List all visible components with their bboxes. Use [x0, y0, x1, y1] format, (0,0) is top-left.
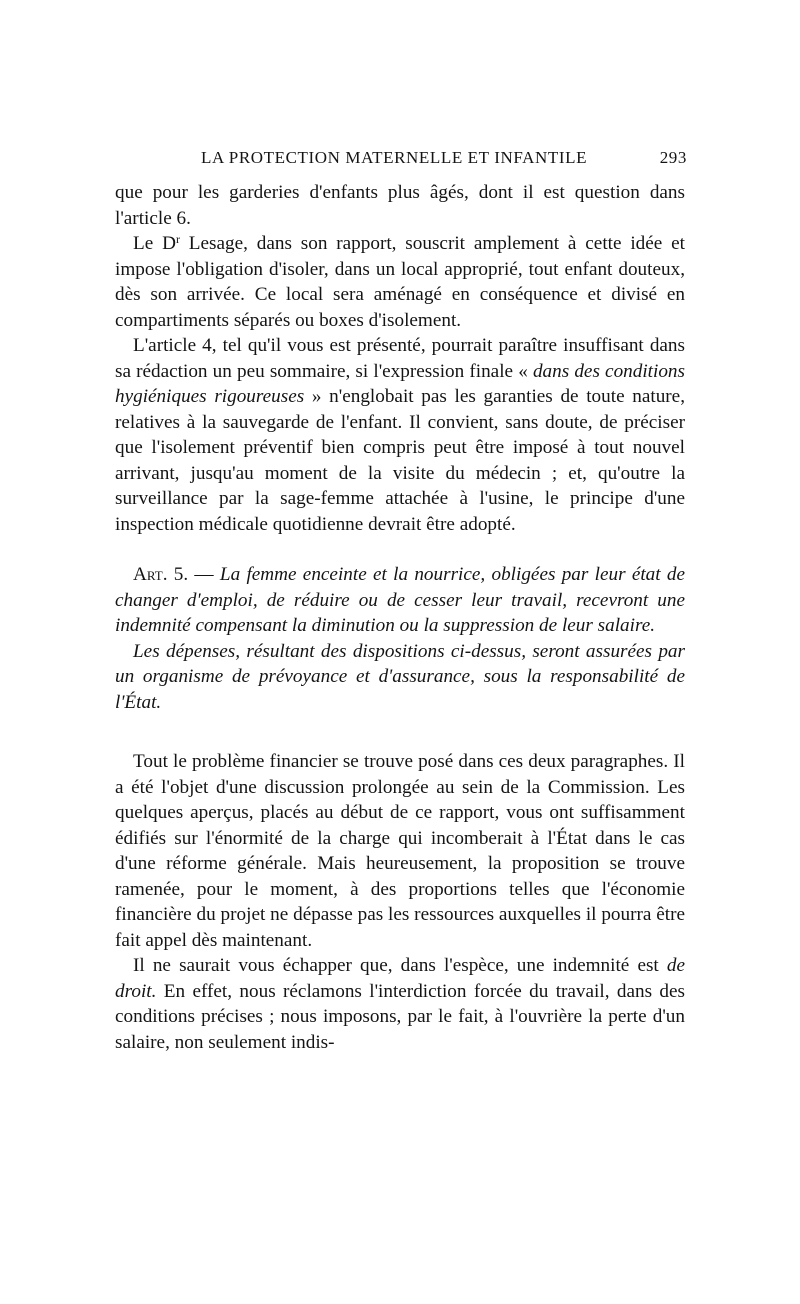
article-5-text-1: La femme enceinte et la nourrice, obligées par leur état de changer d'emploi, de réduire ou de cesser leur travail, recevront une indemnité compensant la diminution ou la suppression de leur salaire.: [115, 564, 685, 636]
article-dash: —: [188, 564, 220, 585]
article-5-paragraph-2: Les dépenses, résultant des dispositions ci-dessus, seront assurées par un organisme de prévoyance et d'assurance, sous la responsabilité de l'État.: [115, 640, 685, 713]
page-number: 293: [659, 148, 687, 167]
commentary-block: [115, 749, 685, 1055]
paragraph-indemnity: [115, 953, 685, 1055]
article-label: Art. 5.: [133, 564, 189, 585]
quoted-expression: dans des conditions hygiéniques rigoureuses: [115, 360, 685, 407]
article-5-block: [115, 562, 685, 715]
paragraph-financial-problem: Tout le problème financier se trouve posé dans ces deux paragraphes. Il a été l'objet d'une discussion prolongée au sein de la Commission. Les quelques aperçus, placés au début de ce rapport, vous ont suffisamment édifiés sur l'énormité de la charge qui incomberait à l'État dans le cas d'une réforme générale. Mais heureusement, la proposition se trouve ramenée, pour le moment, à des proportions telles que l'économie financière du projet ne dépasse pas les ressources auxquelles il pourra être fait appel dès maintenant.: [115, 751, 685, 951]
book-page: [115, 140, 685, 1055]
paragraph-indemnity-part-b: En effet, nous réclamons l'interdiction forcée du travail, dans des conditions précises ; nous imposons, par le fait, à l'ouvrière la perte d'un salaire, non seulement indis-: [115, 980, 685, 1053]
paragraph-indemnity-part-a: Il ne saurait vous échapper que, dans l'espèce, une indemnité est: [133, 955, 667, 976]
paragraph-article-4-part-b: » n'englobait pas les garanties de toute nature, relatives à la sauvegarde de l'enfant. Il convient, sans doute, de préciser que l'isolement préventif bien compris peut être imposé à tout nouvel arrivant, jusqu'au moment de la visite du médecin ; et, qu'outre la surveillance par la sage-femme attachée à l'usine, le principe d'une inspection médicale quotidienne devrait être adopté.: [115, 386, 685, 535]
running-head: [115, 140, 685, 170]
paragraph-lesage: [115, 231, 685, 333]
paragraph-lesage-start: Le D: [133, 233, 176, 254]
doctor-superscript: r: [175, 232, 180, 246]
article-5-paragraph-1: [115, 562, 685, 639]
paragraph-continued: que pour les garderies d'enfants plus âgés, dont il est question dans l'article 6.: [115, 182, 685, 229]
paragraph-lesage-rest: Lesage, dans son rapport, souscrit amplement à cette idée et impose l'obligation d'isoler, dans un local approprié, tout enfant douteux, dès son arrivée. Ce local sera aménagé en conséquence et divisé en compartiments séparés ou boxes d'isolement.: [115, 233, 685, 331]
de-droit-emphasis: de droit.: [115, 955, 685, 1002]
paragraph-article-4: [115, 333, 685, 537]
paragraph-article-4-part-a: L'article 4, tel qu'il vous est présenté, pourrait paraître insuffisant dans sa rédaction un peu sommaire, si l'expression finale «: [115, 335, 685, 382]
running-title: LA PROTECTION MATERNELLE ET INFANTILE: [201, 148, 588, 167]
